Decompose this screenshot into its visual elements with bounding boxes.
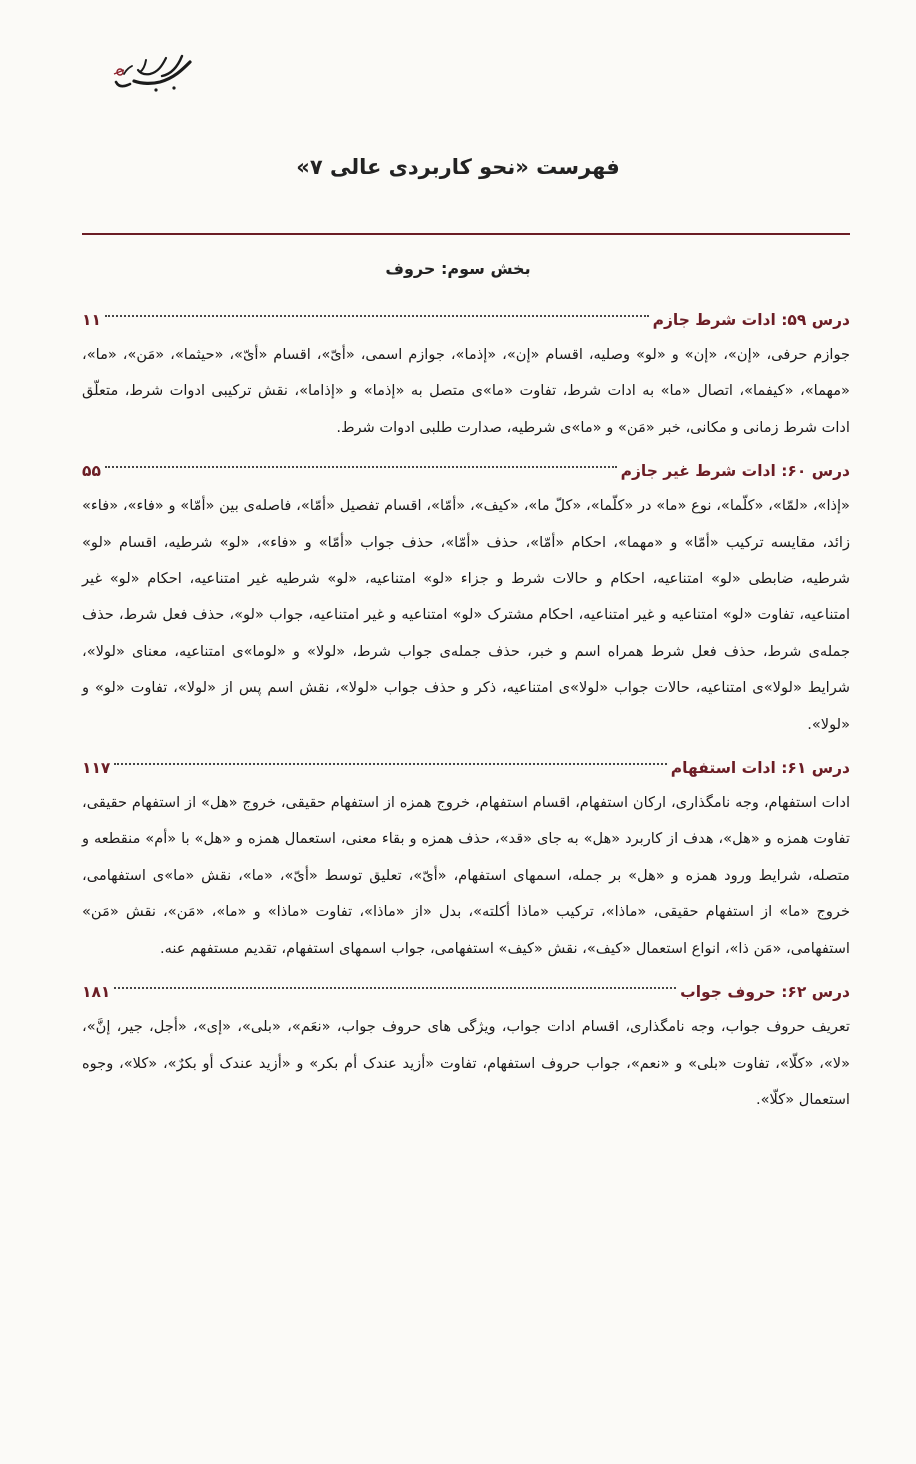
toc-entry[interactable] — [82, 751, 850, 967]
lesson-title: درس ۶۲: حروف جواب — [680, 983, 850, 1002]
lesson-topics: تعریف حروف جواب، وجه نامگذاری، اقسام ادات جواب، ویژگی های حروف جواب، «نعَم»، «بلی»، «إی»، «أجل، جیر، إنَّ»، «لا»، «کلّا»، تفاوت «بلی» و «نعم»، جواب حروف استفهام، تفاوت «أزید عندک أم بکر» و «أزید عندک أو بکرٌ»، «کلا»، وجوه استعمال «کلّا». — [82, 1018, 850, 1108]
dot-leader — [105, 315, 649, 317]
lesson-title: درس ۶۰: ادات شرط غیر جازم — [620, 462, 850, 481]
dot-leader — [114, 987, 676, 989]
lesson-topics: «إذا»، «لمّا»، «کلّما»، نوع «ما» در «کلّما»، «کلّ ما»، «کیف»، «أمّا»، اقسام تفصیل «أمّا»، فاصله‌ی بین «أمّا» و «فاء»، «فاء» زائد، مقایسه ترکیب «أمّا» و «مهما»، احکام «أمّا»، حذف «أمّا»، حذف جواب «أمّا» و «فاء»، «لو» شرطیه، اقسام «لو» شرطیه، ضابطی «لو» امتناعیه، احکام و حالات شرط و جزاء «لو» امتناعیه، «لو» شرطیه غیر امتناعیه، احکام «لو» غیر امتناعیه، تفاوت «لو» امتناعیه و غیر امتناعیه، احکام مشترک «لو» امتناعیه و غیر امتناعیه، جواب «لو»، حذف فعل شرط، حذف جمله‌ی شرط، حذف فعل شرط همراه اسم و خبر، حذف جمله‌ی جواب شرط، «لولا» و «لوما»ی امتناعیه، معنای «لولا»، شرایط «لولا»ی امتناعیه، حالات جواب «لولا»ی امتناعیه، ذکر و حذف جواب «لولا»، نقش اسم پس از «لولا»، تفاوت «لو» و «لولا». — [82, 497, 850, 733]
toc-entry[interactable] — [82, 975, 850, 1118]
toc-content — [82, 303, 850, 1126]
calligraphy-logo-icon — [112, 48, 196, 98]
toc-title: فهرست «نحو کاربردی عالی ۷» — [296, 155, 620, 179]
dot-leader — [105, 466, 617, 468]
page-number: ۵۵ — [82, 462, 101, 481]
lesson-title: درس ۶۱: ادات استفهام — [670, 759, 850, 778]
page-number: ۱۸۱ — [82, 983, 111, 1002]
toc-entry-heading[interactable] — [82, 454, 850, 488]
book-logo — [112, 48, 196, 98]
toc-entry[interactable] — [82, 454, 850, 743]
lesson-topics: ادات استفهام، وجه نامگذاری، ارکان استفهام، اقسام استفهام، خروج همزه از استفهام حقیقی، خروج «هل» از استفهام حقیقی، تفاوت همزه و «هل»، هدف از کاربرد «هل» به جای «قد»، حذف همزه و بقاء معنی، استعمال همزه و «هل» با «أم» منقطعه و متصله، شرایط ورود همزه و «هل» بر جمله، اسمهای استفهام، «أیّ»، تعلیق توسط «أیّ»، «ما»، نقش «ما»ی استفهامی، خروج «ما» از استفهام حقیقی، «ماذا»، ترکیب «ماذا أکلته»، بدل «از «ماذا»، تفاوت «ماذا» و «ما»، «مَن»، نقش «مَن» استفهامی، «مَن ذا»، انواع استعمال «کیف»، نقش «کیف» استفهامی، جواب اسمهای استفهام، تقدیم مستفهم عنه. — [82, 794, 850, 957]
toc-entry-heading[interactable] — [82, 975, 850, 1009]
page-number: ۱۱۷ — [82, 759, 111, 778]
dot-leader — [114, 763, 666, 765]
lesson-title: درس ۵۹: ادات شرط جازم — [652, 311, 850, 329]
toc-entry[interactable] — [82, 303, 850, 446]
title-divider — [82, 233, 850, 235]
section-title: بخش سوم: حروف — [385, 259, 531, 278]
lesson-topics: جوازم حرفی، «إن»، «إن» و «لو» وصلیه، اقسام «إن»، «إذما»، جوازم اسمی، «أیّ»، اقسام «أیّ»، «حیثما»، «مَن»، «ما»، «مهما»، «کیفما»، اتصال «ما» به ادات شرط، تفاوت «ما»ی متصل به «إذما» و «إذاما»، نقش ترکیبی ادوات شرط، متعلّق ادات شرط زمانی و مکانی، خبر «مَن» و «ما»ی شرطیه، صدارت طلبی ادوات شرط. — [82, 346, 850, 436]
toc-entry-heading[interactable] — [82, 751, 850, 785]
page-number: ۱۱ — [82, 311, 101, 329]
toc-entry-heading[interactable] — [82, 303, 850, 337]
